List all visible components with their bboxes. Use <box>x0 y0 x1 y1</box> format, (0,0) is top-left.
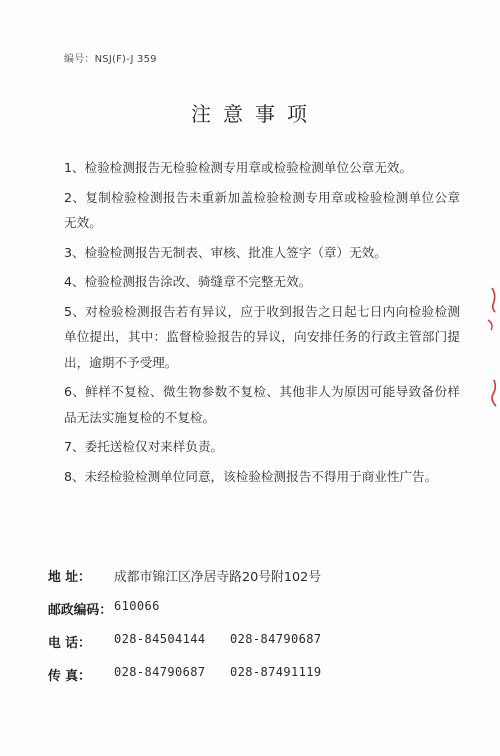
phone-label: 电 话： <box>48 636 91 651</box>
notice-item-1: 1、检验检测报告无检验检测专用章或检验检测单位公章无效。 <box>64 160 413 175</box>
notice-item-3: 3、检验检测报告无制表、审核、批准人签字（章）无效。 <box>64 244 387 260</box>
postcode-value: 610066 <box>114 599 160 613</box>
contact-block <box>48 566 468 698</box>
document-code: 编号：NSJ(F)-J 359 <box>64 54 157 65</box>
address-value: 成都市锦江区净居寺路20号附102号 <box>114 570 322 585</box>
address-row <box>48 566 468 586</box>
postcode-row <box>48 599 468 619</box>
notice-item-5: 5、对检验检测报告若有异议，应于收到报告之日起七日内向检验检测单位提出，其中：监督检验报告的异议，向安排任务的行政主管部门提出，逾期不予受理。 <box>64 303 460 370</box>
phone-value-1: 028-84504144 <box>114 632 206 646</box>
fax-value-1: 028-84790687 <box>114 665 206 679</box>
fax-row <box>48 665 468 685</box>
seal-fragment-icon <box>482 280 500 420</box>
fax-label: 传 真： <box>48 669 91 684</box>
phone-row <box>48 632 468 652</box>
notice-item-2: 2、复制检验检测报告未重新加盖检验检测专用章或检验检测单位公章无效。 <box>64 189 460 230</box>
fax-value-2: 028-87491119 <box>230 665 322 679</box>
notice-item-8: 8、未经检验检测单位同意，该检验检测报告不得用于商业性广告。 <box>64 468 438 484</box>
address-label: 地 址： <box>48 570 91 585</box>
phone-value-2: 028-84790687 <box>230 632 322 646</box>
postcode-label: 邮政编码： <box>48 603 112 618</box>
page-title: 注意事项 <box>191 102 319 126</box>
notice-item-4: 4、检验检测报告涂改、骑缝章不完整无效。 <box>64 274 312 289</box>
notice-list <box>64 155 460 493</box>
notice-item-6: 6、鲜样不复检、微生物参数不复检、其他非人为原因可能导致备份样品无法实施复检的不复检。 <box>64 384 460 425</box>
notice-item-7: 7、委托送检仅对来样负责。 <box>64 439 224 454</box>
